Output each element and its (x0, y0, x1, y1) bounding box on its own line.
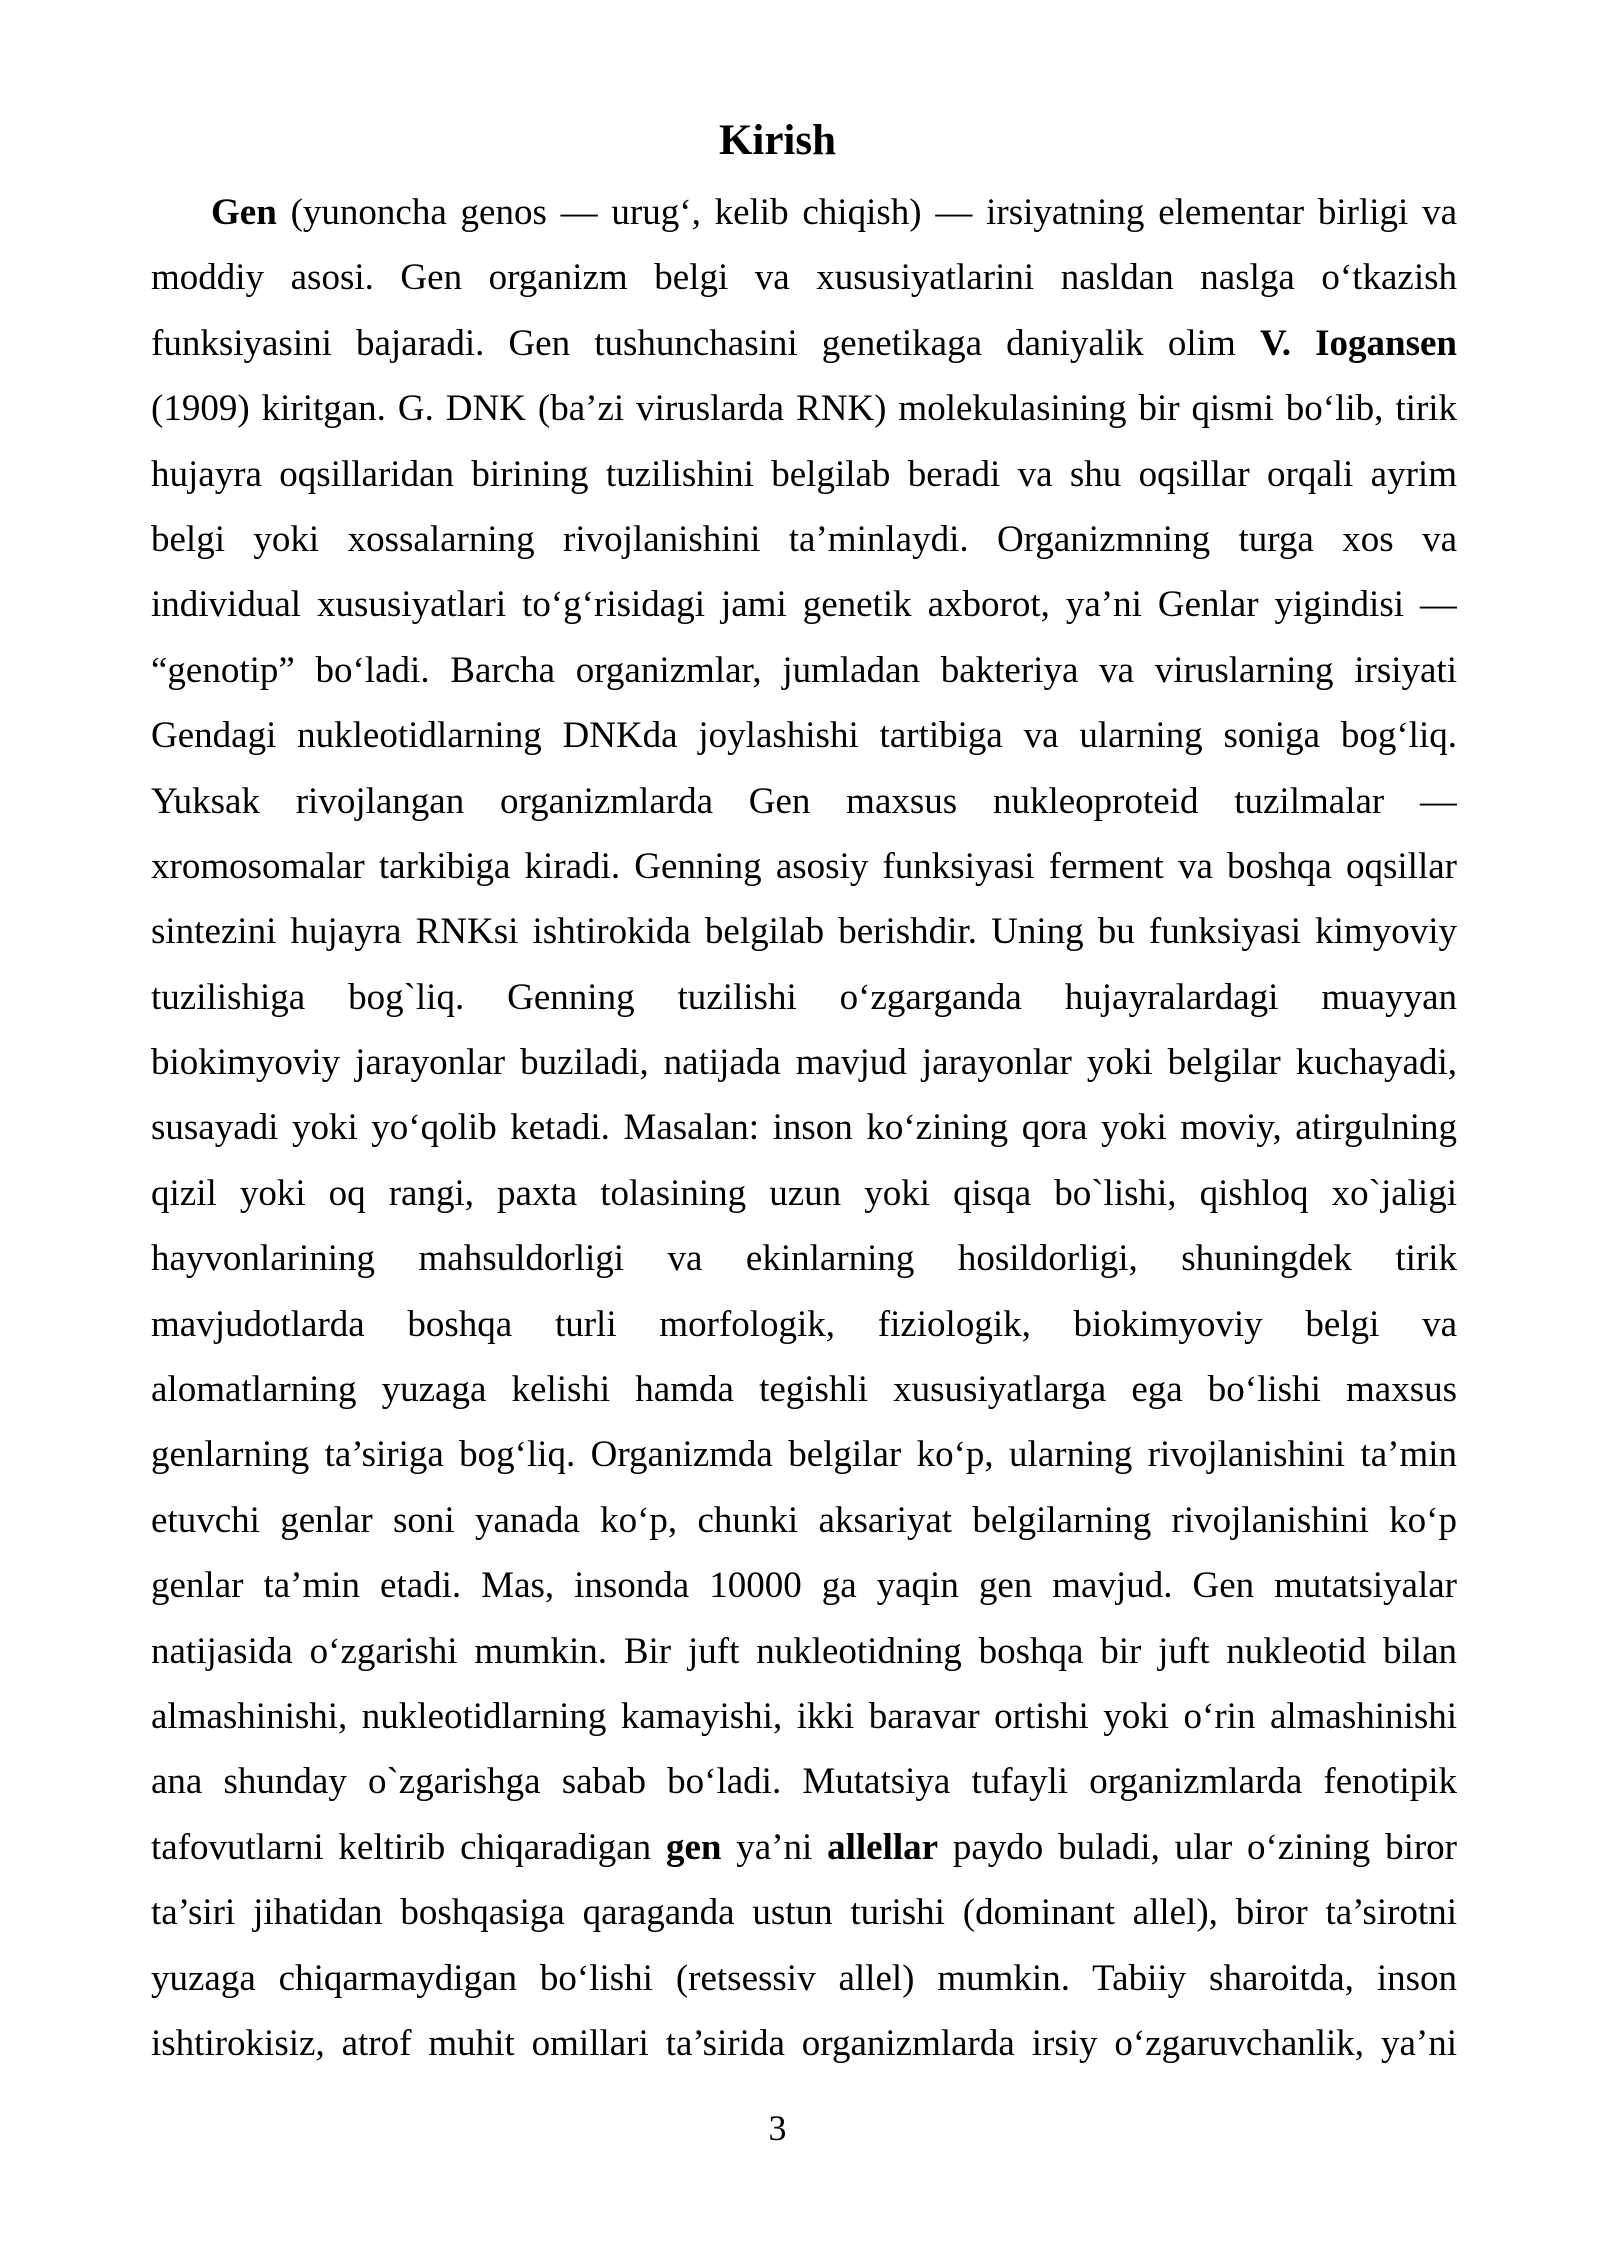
text-run: (yunoncha genos — urug‘, kelib chiqish) — irsiyatning elementar birligi va (276, 192, 1457, 233)
bold-term: gen (665, 1826, 722, 1868)
text-run: hayvonlarining mahsuldorligi va ekinlarning hosildorligi, shuningdek tirik (151, 1238, 1457, 1280)
text-line (151, 1161, 1457, 1226)
text-run: ta’siri jihatidan boshqasiga qaraganda ustun turishi (dominant allel), biror ta’sirotni (151, 1892, 1457, 1934)
text-run: belgi yoki xossalarning rivojlanishini ta’minlaydi. Organizmning turga xos va (151, 518, 1457, 560)
text-line (151, 572, 1457, 637)
text-line (151, 1815, 1457, 1880)
text-run: ana shunday o`zgarishga sabab bo‘ladi. Mutatsiya tufayli organizmlarda fenotipik (151, 1761, 1457, 1803)
page-title: Kirish (718, 117, 837, 164)
text-run: tafovutlarni keltirib chiqaradigan (151, 1826, 666, 1868)
text-run: yuzaga chiqarmaydigan bo‘lishi (retsessiv allel) mumkin. Tabiiy sharoitda, inson (151, 1957, 1457, 1999)
text-run: paydo buladi, ular o‘zining biror (938, 1826, 1457, 1868)
text-run: Gendagi nukleotidlarning DNKda joylashishi tartibiga va ularning soniga bog‘liq. (151, 715, 1457, 757)
bold-term: allellar (827, 1826, 939, 1868)
text-line (151, 442, 1457, 507)
text-line (151, 245, 1457, 310)
text-line (151, 769, 1457, 834)
text-line (151, 507, 1457, 572)
text-run: ya’ni (721, 1826, 828, 1868)
body-text (151, 180, 1457, 2076)
text-line (151, 311, 1457, 376)
text-line (151, 1880, 1457, 1945)
text-run: sintezini hujayra RNKsi ishtirokida belgilab berishdir. Uning bu funksiyasi kimyoviy (151, 911, 1457, 953)
text-line (151, 1422, 1457, 1487)
text-line (151, 703, 1457, 768)
text-line (151, 1946, 1457, 2011)
text-line (151, 2011, 1457, 2076)
text-line (151, 1749, 1457, 1814)
text-line (151, 1030, 1457, 1095)
text-line (151, 1553, 1457, 1618)
text-line (151, 1095, 1457, 1160)
text-run: natijasida o‘zgarishi mumkin. Bir juft nukleotidning boshqa bir juft nukleotid bilan (151, 1630, 1457, 1672)
text-line (151, 1357, 1457, 1422)
text-line (151, 965, 1457, 1030)
text-run: Yuksak rivojlangan organizmlarda Gen maxsus nukleoproteid tuzilmalar — (151, 780, 1457, 822)
text-line (151, 899, 1457, 964)
text-run: alomatlarning yuzaga kelishi hamda tegishli xususiyatlarga ega bo‘lishi maxsus (151, 1369, 1457, 1411)
text-run: qizil yoki oq rangi, paxta tolasining uzun yoki qisqa bo`lishi, qishloq xo`jaligi (151, 1172, 1457, 1214)
text-run: hujayra oqsillaridan birining tuzilishini belgilab beradi va shu oqsillar orqali ayrim (151, 453, 1457, 495)
text-run: (1909) kiritgan. G. DNK (ba’zi viruslarda RNK) molekulasining bir qismi bo‘lib, tirik (151, 388, 1457, 430)
text-run: ishtirokisiz, atrof muhit omillari ta’sirida organizmlarda irsiy o‘zgaruvchanlik, ya’ni (151, 2022, 1457, 2064)
text-line (151, 376, 1457, 441)
text-run: etuvchi genlar soni yanada ko‘p, chunki aksariyat belgilarning rivojlanishini ko‘p (151, 1499, 1457, 1541)
text-line (151, 1292, 1457, 1357)
text-line (151, 834, 1457, 899)
text-line (151, 1488, 1457, 1553)
text-run: xromosomalar tarkibiga kiradi. Genning asosiy funksiyasi ferment va boshqa oqsillar (151, 845, 1457, 887)
text-run: funksiyasini bajaradi. Gen tushunchasini genetikaga daniyalik olim (151, 322, 1260, 364)
text-run: biokimyoviy jarayonlar buziladi, natijada mavjud jarayonlar yoki belgilar kuchayadi, (151, 1042, 1457, 1084)
text-run: “genotip” bo‘ladi. Barcha organizmlar, jumladan bakteriya va viruslarning irsiyati (151, 649, 1457, 691)
text-line (151, 180, 1457, 245)
text-run: genlarning ta’siriga bog‘liq. Organizmda belgilar ko‘p, ularning rivojlanishini ta’min (151, 1434, 1457, 1476)
text-run: individual xususiyatlari to‘g‘risidagi jami genetik axborot, ya’ni Genlar yigindisi — (151, 584, 1457, 626)
text-run: tuzilishiga bog`liq. Genning tuzilishi o‘zgarganda hujayralardagi muayyan (151, 976, 1457, 1018)
text-run: susayadi yoki yo‘qolib ketadi. Masalan: inson ko‘zining qora yoki moviy, atirgulning (151, 1107, 1457, 1149)
text-line (151, 1684, 1457, 1749)
page-number: 3 (768, 2108, 787, 2148)
bold-term: Gen (211, 192, 277, 233)
text-run: mavjudotlarda boshqa turli morfologik, fiziologik, biokimyoviy belgi va (151, 1303, 1457, 1345)
bold-term: V. Iogansen (1259, 322, 1457, 364)
text-run: genlar ta’min etadi. Mas, insonda 10000 ga yaqin gen mavjud. Gen mutatsiyalar (151, 1565, 1457, 1607)
text-line (151, 638, 1457, 703)
text-run: moddiy asosi. Gen organizm belgi va xususiyatlarini nasldan naslga o‘tkazish (151, 257, 1457, 299)
text-line (151, 1226, 1457, 1291)
text-run: almashinishi, nukleotidlarning kamayishi, ikki baravar ortishi yoki o‘rin almashinishi (151, 1695, 1457, 1737)
text-line (151, 1619, 1457, 1684)
